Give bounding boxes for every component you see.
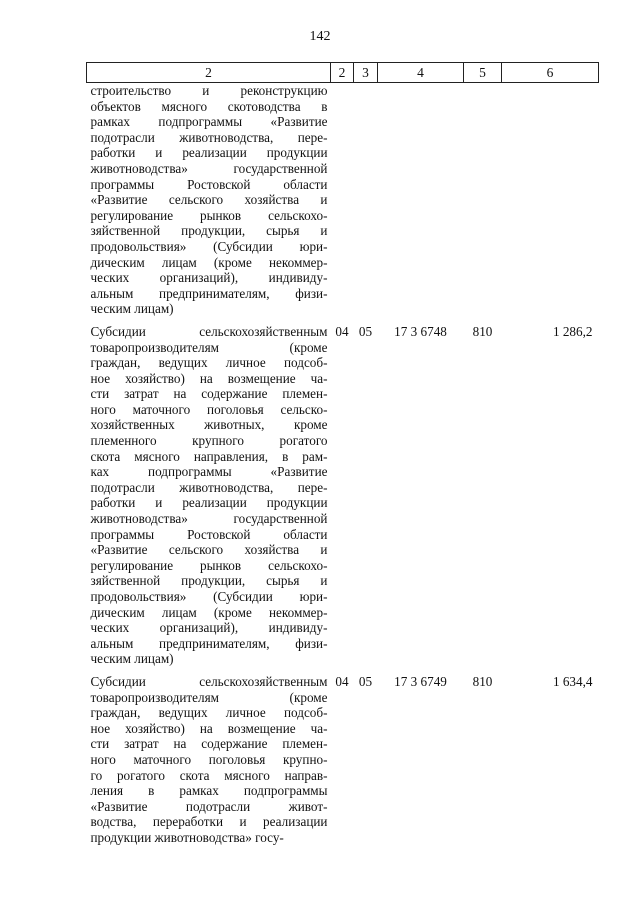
row-section-code: 04 [335,323,349,339]
description-line: строительство и реконструкцию [90,83,328,98]
description-line: подотрасли животноводства, пере- [90,479,328,495]
description-line: работки и реализации продукции [90,495,328,511]
description-line: сти затрат на содержание племен- [90,386,328,402]
description-line: зяйственной продукции, сырья и [90,223,328,239]
description-line: дическим лицам (кроме некоммер- [90,604,328,620]
header-col-subsection: 3 [354,63,378,83]
description-line: ного маточного поголовья сельско- [90,401,328,417]
description-line: го рогатого скота мясного направ- [90,767,328,783]
description-line: сти затрат на содержание племен- [90,736,328,752]
description-line: скота мясного направления, в рам- [90,448,328,464]
description-line: регулирование рынков сельскохо- [90,207,328,223]
description-line: рамках подпрограммы «Развитие [90,114,328,130]
description-line: «Развитие сельского хозяйства и [90,192,328,208]
description-line: ления в рамках подпрограммы [90,783,328,799]
row-expense-type-code [464,83,502,324]
description-line: продукции животноводства» госу- [90,829,284,845]
row-expense-type-code: 810 [472,323,493,339]
description-line: ного маточного поголовья крупно- [90,751,328,767]
description-line: «Развитие сельского хозяйства и [90,542,328,558]
description-line: Субсидии сельскохозяйственным [90,673,328,689]
description-line: ческих организаций), индивиду- [90,270,328,286]
description-line: дическим лицам (кроме некоммер- [90,254,328,270]
description-line: граждан, ведущих личное подсоб- [90,705,328,721]
row-description [87,674,331,853]
description-line: хозяйственных животных, кроме [90,417,328,433]
table-header [87,63,599,83]
row-amount: 1 286,2 [552,323,593,339]
row-description [87,83,331,324]
row-subsection-code: 05 [358,673,373,689]
description-line: подотрасли животноводства, пере- [90,129,328,145]
description-line: товаропроизводителям (кроме [90,689,328,705]
description-line: регулирование рынков сельскохо- [90,557,328,573]
description-line: животноводства» государственной [90,160,328,176]
description-line: работки и реализации продукции [90,145,328,161]
header-col-target-item: 4 [378,63,464,83]
description-line: ное хозяйство) на возмещение ча- [90,370,328,386]
row-subsection-code [354,83,378,324]
description-line: альным предпринимателям, физи- [90,635,328,651]
header-col-expense-type: 5 [464,63,502,83]
description-line: животноводства» государственной [90,511,328,527]
header-row [87,63,599,83]
description-line: граждан, ведущих личное подсоб- [90,355,328,371]
description-line: ческим лицам) [90,651,174,667]
description-line: племенного крупного рогатого [90,433,328,449]
description-line: товаропроизводителям (кроме [90,339,328,355]
description-line: водства, переработки и реализации [90,814,328,830]
description-line: продовольствия» (Субсидии юри- [90,238,328,254]
row-section-code [331,83,354,324]
description-line: продовольствия» (Субсидии юри- [90,589,328,604]
page-number: 142 [309,29,331,44]
description-line: ках подпрограммы «Развитие [90,464,328,480]
row-target-item-code: 17 3 6749 [394,673,447,689]
table-row [87,324,599,674]
description-line: альным предпринимателям, физи- [90,285,328,301]
description-line: «Развитие подотрасли живот- [90,798,328,814]
table-row [87,674,599,853]
row-amount [502,83,599,324]
description-line: Субсидии сельскохозяйственным [90,323,328,339]
table-row [87,83,599,324]
header-col-amount: 6 [502,63,599,83]
table-body [87,83,599,853]
description-line: объектов мясного скотоводства в [90,98,328,114]
row-expense-type-code: 810 [472,673,493,689]
row-target-item-code [378,83,464,324]
description-line: ческим лицам) [90,301,174,317]
budget-table [86,62,599,853]
description-line: программы Ростовской области [90,176,328,192]
description-line: ческих организаций), индивиду- [90,620,328,636]
description-line: ное хозяйство) на возмещение ча- [90,720,328,736]
row-amount: 1 634,4 [552,673,593,689]
row-target-item-code: 17 3 6748 [394,323,447,339]
description-line: программы Ростовской области [90,526,328,542]
header-col-description: 2 [87,63,331,83]
row-section-code: 04 [335,673,349,689]
row-description [87,324,331,674]
row-subsection-code: 05 [358,323,373,339]
description-line: зяйственной продукции, сырья и [90,573,328,589]
header-col-section: 2 [331,63,354,83]
